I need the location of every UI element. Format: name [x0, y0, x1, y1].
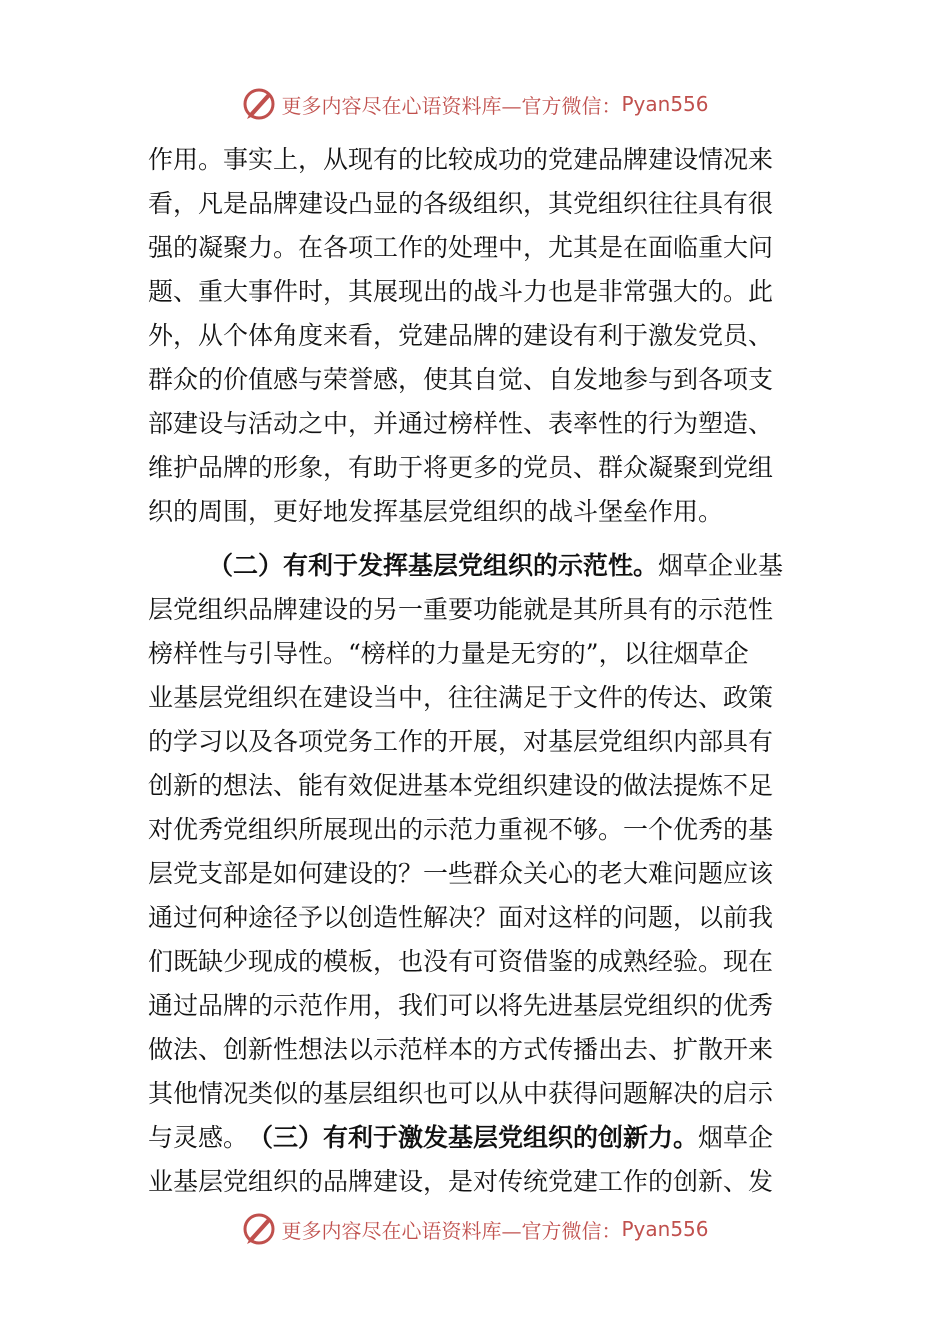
text-line: 群众的价值感与荣誉感，使其自觉、自发地参与到各项支 [148, 365, 774, 394]
text-line: 强的凝聚力。在各项工作的处理中，尤其是在面临重大问 [148, 233, 774, 262]
watermark-text: 更多内容尽在心语资料库—官方微信： [281, 93, 622, 118]
watermark-wechat-id: Pyan556 [621, 1217, 709, 1241]
section-heading-2: （二）有利于发挥基层党组织的示范性。 [208, 551, 659, 580]
text-line: 维护品牌的形象，有助于将更多的党员、群众凝聚到党组 [148, 453, 774, 482]
watermark-header [0, 82, 950, 126]
text-line: 层党支部是如何建设的？一些群众关心的老大难问题应该 [148, 859, 774, 888]
text-line: 织的周围，更好地发挥基层党组织的战斗堡垒作用。 [148, 497, 724, 526]
text-line: 其他情况类似的基层组织也可以从中获得问题解决的启示 [148, 1079, 774, 1108]
text-line: 通过何种途径予以创造性解决？面对这样的问题，以前我 [148, 903, 774, 932]
text-line: 作用。事实上，从现有的比较成功的党建品牌建设情况来 [148, 145, 774, 174]
text-line: 的学习以及各项党务工作的开展，对基层党组织内部具有 [148, 727, 774, 756]
pen-logo-icon [241, 1211, 277, 1247]
text-line: 看，凡是品牌建设凸显的各级组织，其党组织往往具有很 [148, 189, 774, 218]
text-line: 们既缺少现成的模板，也没有可资借鉴的成熟经验。现在 [148, 947, 774, 976]
watermark-wechat-id: Pyan556 [621, 92, 709, 116]
text-line: 业基层党组织的品牌建设，是对传统党建工作的创新、发 [148, 1167, 774, 1196]
text-line [148, 1116, 808, 1160]
watermark-text: 更多内容尽在心语资料库—官方微信： [281, 1218, 622, 1243]
document-body [148, 138, 808, 1204]
text-span: 烟草企业基 [658, 551, 784, 580]
text-line: 层党组织品牌建设的另一重要功能就是其所具有的示范性 [148, 595, 774, 624]
text-line: 榜样性与引导性。“榜样的力量是无穷的”，以往烟草企 [148, 639, 749, 668]
paragraph-1 [148, 138, 808, 534]
text-line: 对优秀党组织所展现出的示范力重视不够。一个优秀的基 [148, 815, 774, 844]
text-line: 创新的想法、能有效促进基本党组织建设的做法提炼不足 [148, 771, 774, 800]
watermark-footer [0, 1207, 950, 1251]
text-span: 与灵感。 [148, 1123, 249, 1152]
paragraph-2 [148, 544, 808, 1204]
text-line: 部建设与活动之中，并通过榜样性、表率性的行为塑造、 [148, 409, 774, 438]
text-line: 题、重大事件时，其展现出的战斗力也是非常强大的。此 [148, 277, 774, 306]
text-span: 烟草企 [698, 1123, 774, 1152]
text-line: 业基层党组织在建设当中，往往满足于文件的传达、政策 [148, 683, 774, 712]
text-line: 外，从个体角度来看，党建品牌的建设有利于激发党员、 [148, 321, 774, 350]
text-line [148, 544, 808, 588]
section-heading-3: （三）有利于激发基层党组织的创新力。 [248, 1123, 699, 1152]
text-line: 做法、创新性想法以示范样本的方式传播出去、扩散开来 [148, 1035, 774, 1064]
pen-logo-icon [241, 86, 277, 122]
text-line: 通过品牌的示范作用，我们可以将先进基层党组织的优秀 [148, 991, 774, 1020]
